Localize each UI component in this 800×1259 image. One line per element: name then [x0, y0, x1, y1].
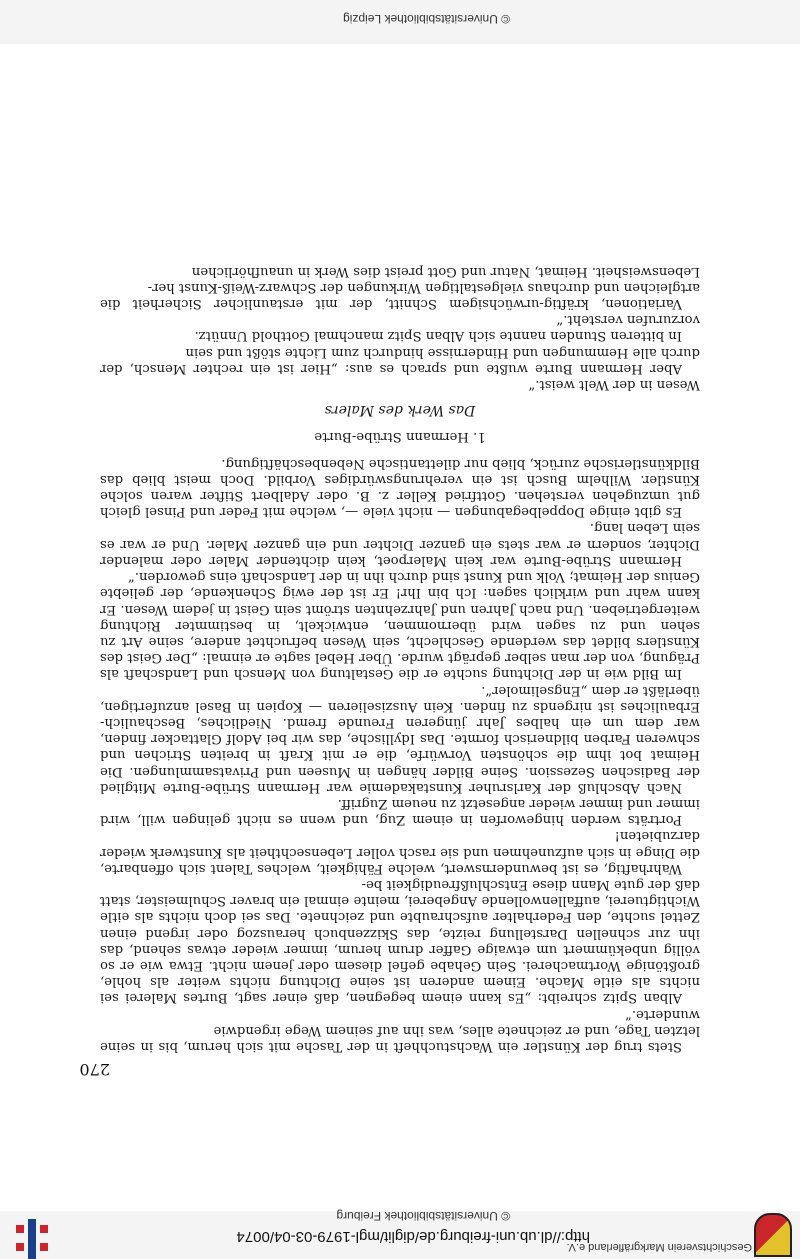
paragraph: vorzurufen versteht.“ [556, 312, 700, 328]
chapter-heading: Das Werk des Malers [324, 402, 476, 419]
footer-bar [0, 0, 800, 44]
paragraph: Lebensweisheit. Heimat, Natur und Gott preist dies Werk in unaufhörlichen [191, 263, 700, 279]
section-heading: 1. Hermann Strübe-Burte [314, 429, 486, 445]
paragraph: Es gibt einige Doppelbegabungen — nicht viele —, welche mit Feder und Pinsel gleich gut umzugehen verstehen. Gottfried Keller z. B. oder Adalbert Stifter waren solche Künstler. Wilhelm Busch ist ein verehrungswürdiges Vorbild. Doch meist blieb das Bildkünstlerische zurück, blieb nur dilettantische Nebenbeschäftigung. [100, 455, 700, 520]
paragraph: Alban Spitz schreibt: „Es kann einem begegnen, daß einer sagt, Burtes Malerei sei nichts als eitle Mache. Einem anderen ist seine Dichtung nichts weiter als hohle, großtönige Wortmacherei. Sein Gehabe gefiel diesem oder jenem nicht. Etwa wie er so völlig unbekümmert um etwaige Gaffer drum herum, immer wieder etwas sehend, das ihn zur schnellen Darstellung reizte, das Skizzenbuch herauszog oder irgend einen Zettel suchte, den Federhalter aufschraubte und zeichnete. Das sei doch nichts als eitle Wichtigtuerei, auffallenwollende Angeberei, meinte einmal ein braver Schulmeister, statt daß der gute Mann diese Entschlußfreudigkeit be- [100, 876, 700, 1006]
paragraph: Stets trug der Künstler ein Wachstuchheft in der Tasche mit sich herum, bis in seine letzten Tage, und er zeichnete alles, was ihn auf seinem Wege irgendwie [100, 1022, 700, 1054]
society-name: Geschichtsverein Markgräflerland e.V. [566, 1241, 752, 1253]
page-text [100, 262, 700, 1054]
page-number: 270 [79, 1060, 110, 1079]
paragraph: Porträts werden hingeworfen in einem Zug, und wenn es nicht gelingen will, wird immer und immer wieder angesetzt zu neuem Zugriff. [100, 795, 700, 828]
paragraph: Wesen in der Welt weist.“ [528, 377, 700, 393]
paragraph: Wahrhaftig, es ist bewundernswert, welche Fähigkeit, welches Talent sich offenbarte, die Dinge in sich aufzunehmen und sie rasch voller Lebensechtheit als Kunstwerk wieder darzubieten! [100, 828, 700, 876]
paragraph: Im Bild wie in der Dichtung suchte er die Gestaltung von Mensch und Landschaft als Prägung, von der man selber geprägt wurde. Über Hebel sagte er einmal: „Der Geist des Künstlers bildet das werdende Geschlecht, sein Wesen befruchtet andere, seine Art zu sehen und zu sagen wird übernommen, entwickelt, in bestimmter Richtung weitergetrieben. Und nach Jahren und Jahrzehnten strömt sein Geist in jedem Wesen. Er kann wahr und wirklich sagen: Ich bin Ihr! Er ist der ewig Schenkende, der geliebte Genius der Heimat; Volk und Kunst sind durch ihn in der Landschaft eins geworden.“ [100, 569, 700, 682]
paragraph: In bitteren Stunden nannte sich Alban Spitz manchmal Gotthold Unnütz. [194, 328, 682, 344]
copyright-text: © Universitätsbibliothek Freiburg [336, 1209, 510, 1223]
page-url[interactable]: http://dl.ub.uni-freiburg.de/diglit/mgl-1979-03-04/0074 [236, 1228, 590, 1245]
paragraph: Nach Abschluß der Karlsruher Kunstakademie war Hermann Strübe-Burte Mitglied der Badischen Sezession. Seine Bilder hängen in Museen und Privatsammlungen. Die Heimat bot ihm die schönsten Vorwürfe, die er mit Kraft in breiten Strichen und schweren Farben bildnerisch formte. Das Idyllische, das wir bei Adolf Glattacker finden, war dem um ein halbes Jahr jüngeren Freunde fremd. Niedliches, Beschaulich-Erbauliches ist nirgends zu finden. Kein Ausziselieren — Kopien in Basel anzufertigen, überläßt er dem „Engselimoler“. [100, 682, 700, 795]
paragraph: Variationen, kräftig-urwüchsigem Schnitt, der mit erstaunlicher Sicherheit die artgleichen und durchaus vielgestaltigen Wirkungen der Schwarz-Weiß-Kunst her- [100, 279, 700, 312]
paragraph: wunderte.“ [625, 1006, 700, 1022]
crest-icon [754, 1213, 792, 1257]
paragraph: Aber Hermann Burte wußte und sprach es aus: „Hier ist ein rechter Mensch, der durch alle Hemmungen und Hindernisse hindurch zum Lichte stößt und sein [100, 344, 700, 376]
paragraph: Hermann Strübe-Burte war kein Malerpoet, kein dichtender Maler oder malender Dichter, sondern er war stets ein ganzer Dichter und ein ganzer Maler. Und er war es sein Leben lang. [100, 520, 700, 568]
header-bar [0, 1211, 800, 1259]
university-logo-icon [18, 1219, 48, 1259]
footer-copyright: © Universitätsbibliothek Leipzig [343, 12, 510, 26]
